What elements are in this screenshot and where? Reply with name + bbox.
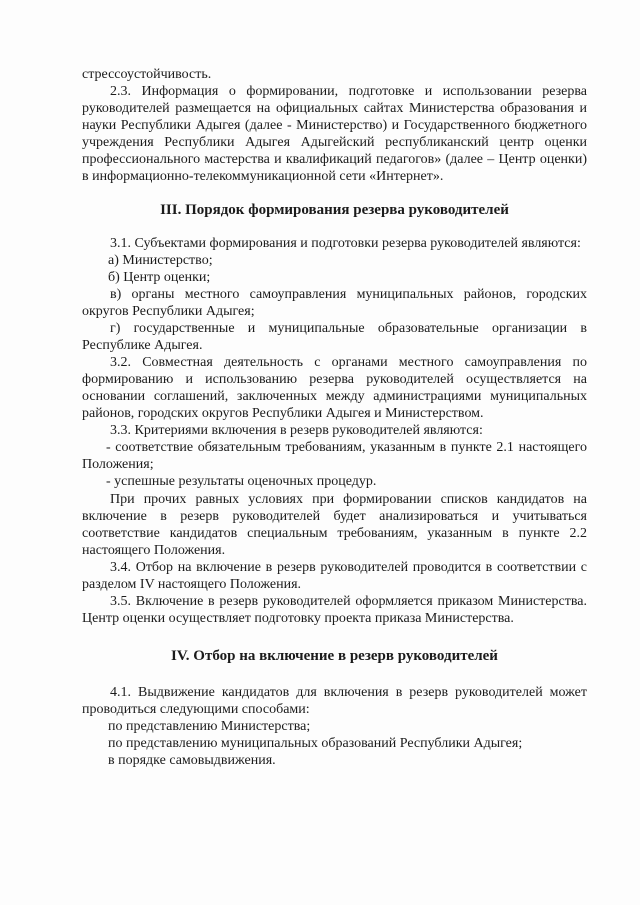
method-item-3: в порядке самовыдвижения. bbox=[108, 753, 276, 768]
paragraph-3-4: 3.4. Отбор на включение в резерв руководителей проводится в соответствии с разделом IV настоящего Положения. bbox=[82, 560, 587, 592]
paragraph-3-5: 3.5. Включение в резерв руководителей оформляется приказом Министерства. Центр оценки осуществляет подготовку проекта приказа Министерства. bbox=[82, 594, 587, 626]
paragraph-3-3: 3.3. Критериями включения в резерв руководителей являются: bbox=[110, 423, 483, 438]
list-item-b: б) Центр оценки; bbox=[108, 270, 211, 285]
list-item-v: в) органы местного самоуправления муниципальных районов, городских округов Республики Адыгея; bbox=[82, 287, 587, 319]
paragraph-3-1: 3.1. Субъектами формирования и подготовки резерва руководителей являются: bbox=[110, 236, 581, 251]
paragraph: стрессоустойчивость. bbox=[82, 67, 212, 82]
list-item-g: г) государственные и муниципальные образовательные организации в Республике Адыгея. bbox=[82, 321, 587, 353]
paragraph-2-3: 2.3. Информация о формировании, подготовке и использовании резерва руководителей размещается на официальных сайтах Министерства образования и науки Республики Адыгея (далее - Министерство) и Государственного бюджетного учреждения Республики Адыгея Адыгейский республиканский центр оценки профессионального мастерства и квалификаций педагогов» (далее – Центр оценки) в информационно-телекоммуникационной сети «Интернет». bbox=[82, 84, 587, 184]
paragraph-3-2: 3.2. Совместная деятельность с органами местного самоуправления по формированию и использованию резерва руководителей осуществляется на основании соглашений, заключенных между администрациями муниципальных районов, городских округов Республики Адыгея и Министерством. bbox=[82, 355, 587, 421]
section-heading-4: IV. Отбор на включение в резерв руководителей bbox=[171, 648, 498, 664]
section-heading-3: III. Порядок формирования резерва руководителей bbox=[160, 202, 509, 218]
paragraph-conditions: При прочих равных условиях при формировании списков кандидатов на включение в резерв руководителей будет анализироваться и учитываться соответствие кандидатов специальным требованиям, указанным в пункте 2.2 настоящего Положения. bbox=[82, 492, 587, 558]
method-item-2: по представлению муниципальных образований Республики Адыгея; bbox=[108, 736, 523, 751]
list-item-a: а) Министерство; bbox=[108, 253, 213, 268]
criteria-item-2: - успешные результаты оценочных процедур. bbox=[106, 474, 377, 489]
method-item-1: по представлению Министерства; bbox=[108, 719, 311, 734]
criteria-item-1: - соответствие обязательным требованиям, указанным в пункте 2.1 настоящего Положения; bbox=[82, 440, 587, 472]
paragraph-4-1: 4.1. Выдвижение кандидатов для включения в резерв руководителей может проводиться следующими способами: bbox=[82, 685, 587, 717]
document-body bbox=[82, 66, 587, 769]
